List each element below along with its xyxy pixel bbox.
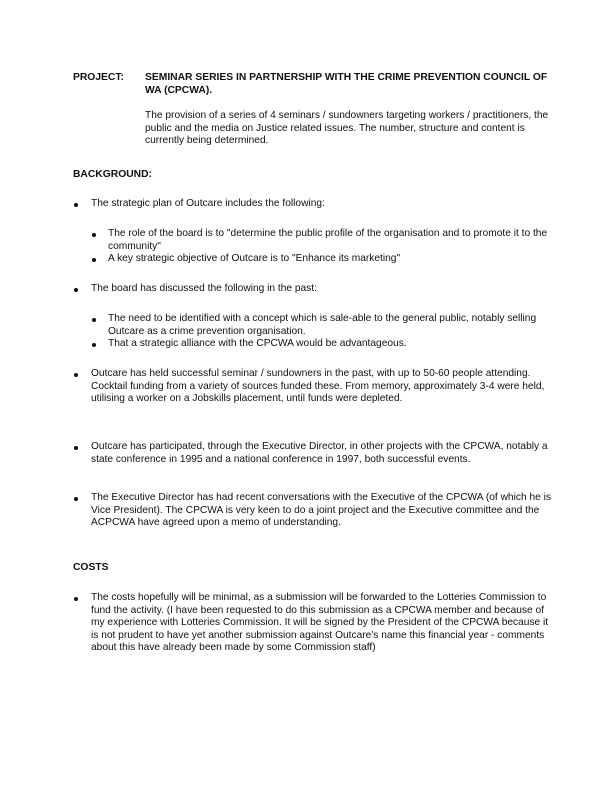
bullet-icon [74,288,78,292]
background-item: Outcare has held successful seminar / sundowners in the past, with up to 50-60 people attending. Cocktail funding from a variety of sources funded these. From memory, approximately 3-4 were held, utilising a worker on a Jobskills placement, until funds were depleted. [91,368,545,404]
project-description: The provision of a series of 4 seminars / sundowners targeting workers / practitioners, the public and the media on Justice related issues. The number, structure and content is currently being determined. [145,110,549,146]
background-item: The Executive Director has had recent conversations with the Executive of the CPCWA (of which he is Vice President). The CPCWA is very keen to do a joint project and the Executive committee and the ACPCWA have agreed upon a memo of understanding. [91,492,551,528]
background-heading: BACKGROUND: [73,169,152,180]
bullet-icon [74,446,78,450]
background-subitem: The need to be identified with a concept which is sale-able to the general public, notably selling Outcare as a crime prevention organisation. [108,313,537,337]
bullet-icon [74,497,78,501]
bullet-icon [74,373,78,377]
background-item: The board has discussed the following in the past: [91,283,317,294]
bullet-icon [92,318,96,322]
project-title: SEMINAR SERIES IN PARTNERSHIP WITH THE CRIME PREVENTION COUNCIL OF WA (CPCWA). [145,72,548,96]
bullet-icon [92,343,96,347]
background-subitem: A key strategic objective of Outcare is to "Enhance its marketing" [108,253,401,264]
project-label: PROJECT: [73,72,124,83]
bullet-icon [74,203,78,207]
costs-heading: COSTS [73,562,109,573]
background-subitem: The role of the board is to "determine the public profile of the organisation and to promote it to the community" [108,228,548,252]
bullet-icon [92,258,96,262]
costs-item: The costs hopefully will be minimal, as a submission will be forwarded to the Lotteries Commission to fund the activity. (I have been requested to do this submission as a CPCWA member and because of my experience with Lotteries Commission. It will be signed by the President of the CPCWA because it is not prudent to have yet another submission against Outcare's name this financial year - comments about this have already been made by some Commission staff) [91,592,549,653]
bullet-icon [92,233,96,237]
bullet-icon [74,597,78,601]
background-item: The strategic plan of Outcare includes the following: [91,198,325,209]
background-subitem: That a strategic alliance with the CPCWA would be advantageous. [108,338,407,349]
background-item: Outcare has participated, through the Executive Director, in other projects with the CPCWA, notably a state conference in 1995 and a national conference in 1997, both successful events. [91,441,548,465]
